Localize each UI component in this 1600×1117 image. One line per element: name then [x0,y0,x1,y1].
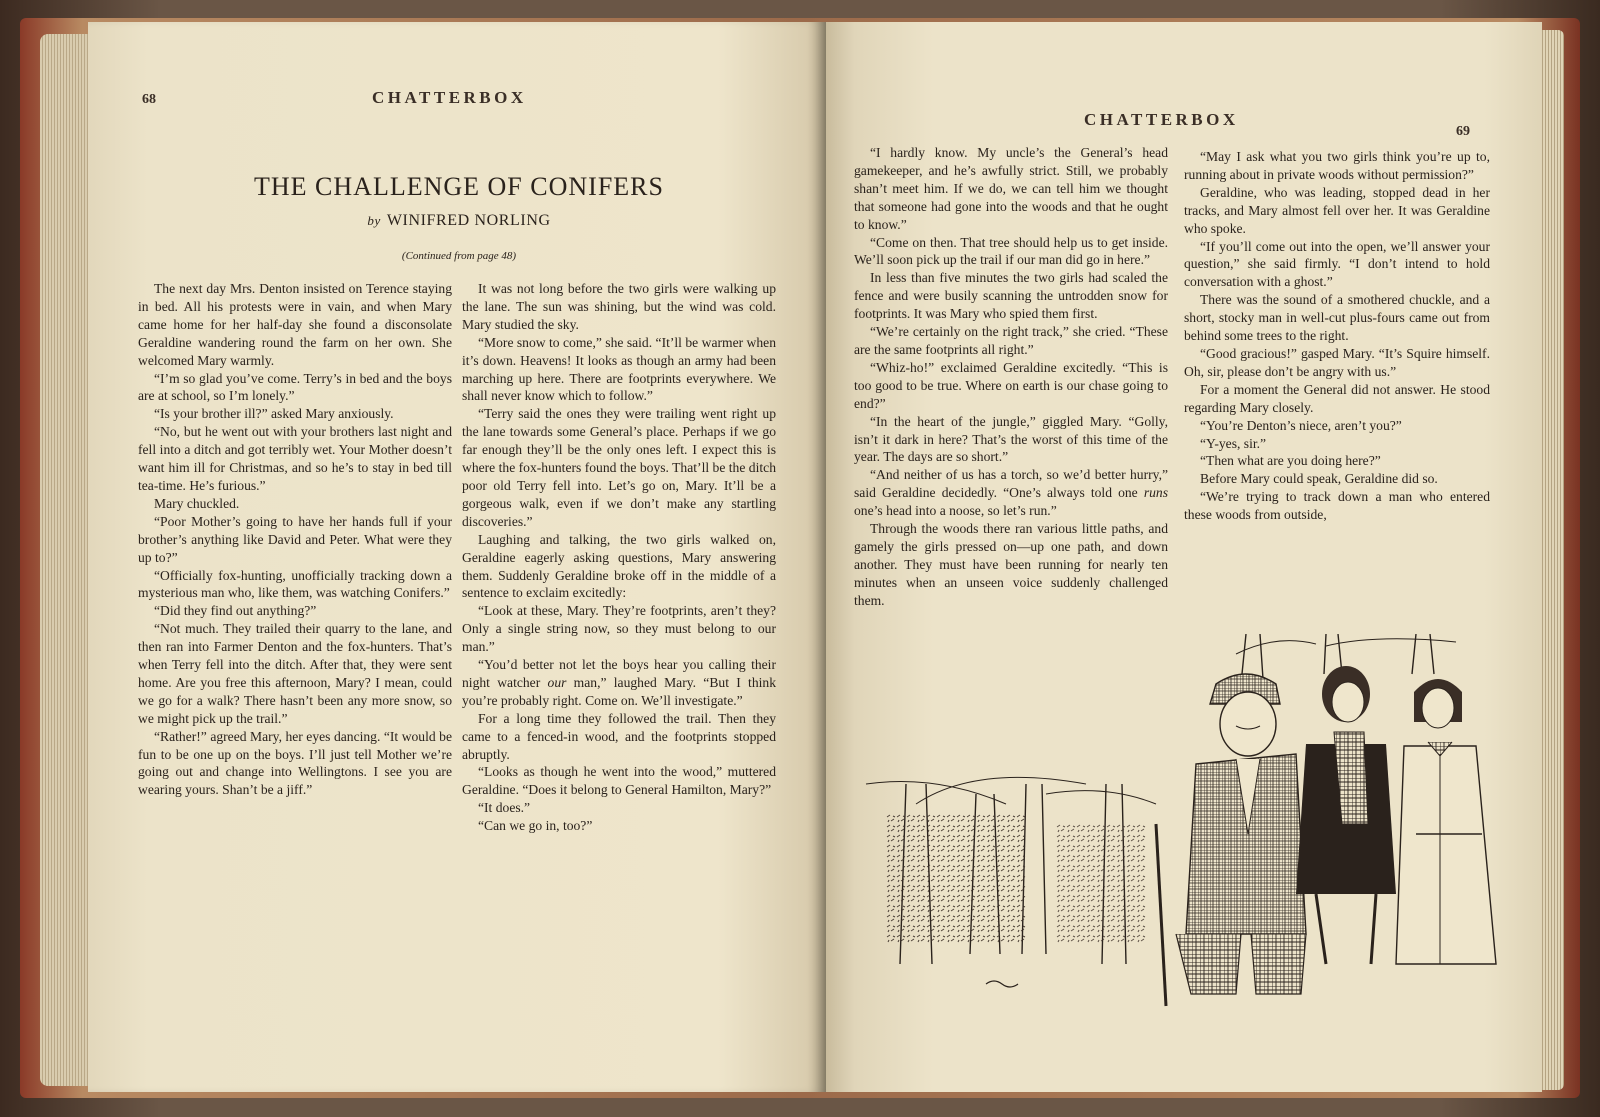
paragraph: It was not long before the two girls were walking up the lane. The sun was shining, but the wind was cold. Mary studied the sky. [462,281,776,332]
paragraph: “Come on then. That tree should help us to get inside. We’ll soon pick up the trail if our man did go in here.” [854,234,1168,268]
left-page-number: 68 [142,92,156,107]
continued-note: (Continued from page 48) [401,250,517,262]
right-page-edges [1540,30,1564,1090]
paragraph: “No, but he went out with your brothers last night and fell into a ditch and got terribly wet. Your Mother doesn’t want him ill for Christmas, and so he’s to stay in bed till tea-time. He’s furious.” [138,424,452,493]
paragraph: For a long time they followed the trail. Then they came to a fenced-in wood, and the footprints stopped abruptly. [462,710,776,762]
paragraph: Before Mary could speak, Geraldine did so. [1200,471,1438,487]
author-name: WINIFRED NORLING [386,212,551,229]
paragraph: “We’re trying to track down a man who entered these woods from outside, [1184,489,1490,523]
paragraph: “More snow to come,” she said. “It’ll be warmer when it’s down. Heavens! It looks as though an army had been marching up here. There are footprints everywhere. We shall never know which to follow.” [462,334,776,404]
gentleman-figure [1156,674,1306,1006]
paragraph: “Looks as though he went into the wood,” muttered Geraldine. “Does it belong to General Hamilton, Mary?” [462,764,776,798]
story-illustration [856,634,1506,1014]
paragraph: “Poor Mother’s going to have her hands full if your brother’s anything like David and Peter. What were they up to?” [138,513,452,565]
paragraph: “Then what are you doing here?” [1200,453,1381,469]
paragraph: There was the sound of a smothered chuckle, and a short, stocky man in well-cut plus-fours came out from behind some trees to the right. [1184,292,1490,344]
paragraph: Geraldine, who was leading, stopped dead in her tracks, and Mary almost fell over her. It was Geraldine who spoke. [1184,184,1490,236]
paragraph: “Look at these, Mary. They’re footprints, aren’t they? Only a single string now, so they must belong to our man.” [462,603,776,655]
paragraph: “Is your brother ill?” asked Mary anxiously. [154,406,394,422]
mary-figure [1296,666,1396,964]
right-column-1 [854,144,1168,610]
left-column-2 [462,280,776,835]
paragraph: For a moment the General did not answer. He stood regarding Mary closely. [1184,381,1490,415]
paragraph: “Rather!” agreed Mary, her eyes dancing. “It would be fun to be one up on the boys. I’ll just tell Mother we’re going out and change into Wellingtons. I see you are wearing yours. Shan’t be a jiff.” [138,728,452,798]
paragraph: “May I ask what you two girls think you’re up to, running about in private woods without permission?” [1184,149,1490,182]
paragraph: “Terry said the ones they were trailing went right up the lane towards some General’s place. Perhaps if we go far enough they’ll be the only ones left. I expect this is where the fox-hunters found the boys. That’ll be the ditch poor old Terry fell into. Let’s go on, Mary. It’ll be a gorgeous walk, even if we don’t make any startling discoveries.” [462,406,776,529]
paragraph: The next day Mrs. Denton insisted on Terence staying in bed. All his protests were in vain, and when Mary came home for her half-day she found a disconsolate Geraldine wandering round the farm on her own. She welcomed Mary warmly. [138,281,452,368]
right-page [826,22,1542,1092]
paragraph: “I hardly know. My uncle’s the General’s head gamekeeper, and he’s awfully strict. Still, we probably shan’t meet him. If we do, we can tell him we thought that someone had gone into the woods and that he ought to know.” [854,145,1168,232]
left-page-edges [40,34,90,1086]
left-running-head: CHATTERBOX [372,88,527,107]
paragraph: “Officially fox-hunting, unofficially tracking down a mysterious man who, like them, was watching Conifers.” [138,567,452,601]
story-title: THE CHALLENGE OF CONIFERS [254,172,664,201]
paragraph: “You’d better not let the boys hear you calling their night watcher our man,” laughed Mary. “But I think you’re probably right. Come on. We’ll investigate.” [462,657,776,708]
paragraph: “You’re Denton’s niece, aren’t you?” [1200,417,1402,433]
paragraph: “Did they find out anything?” [154,603,317,619]
paragraph: “I’m so glad you’ve come. Terry’s in bed and the boys are at school, so I’m lonely.” [138,370,452,404]
right-page-number: 69 [1456,124,1470,139]
right-column-2 [1184,148,1490,524]
paragraph: “We’re certainly on the right track,” she cried. “These are the same footprints all right.” [854,324,1168,357]
paragraph: “Can we go in, too?” [478,818,593,834]
paragraph: “Y-yes, sir.” [1200,435,1267,451]
paragraph: Through the woods there ran various little paths, and gamely the girls pressed on—up one path, and down another. They must have been running for nearly ten minutes when an unseen voice suddenly challenged them. [854,521,1168,608]
paragraph: “It does.” [478,800,531,816]
paragraph: Mary chuckled. [154,495,240,511]
left-column-1 [138,280,452,799]
paragraph: Laughing and talking, the two girls walked on, Geraldine eagerly asking questions, Mary answering them. Suddenly Geraldine broke off in the middle of a sentence to exclaim excitedly: [462,531,776,601]
right-running-head: CHATTERBOX [1084,110,1239,129]
paragraph: “Not much. They trailed their quarry to the lane, and then ran into Farmer Denton and the fox-hunters. That’s when Terry fell into the ditch. After that, they were sent home. Are you free this afternoon, Mary? I mean, could we go for a walk? There hasn’t been any more snow, so we might pick up the trail.” [138,621,452,726]
geraldine-figure [1396,679,1496,964]
paragraph: In less than five minutes the two girls had scaled the fence and were busily scanning the untrodden snow for footprints. It was Mary who spied them first. [854,270,1168,322]
paragraph: “In the heart of the jungle,” giggled Mary. “Golly, isn’t it dark in here? That’s the worst of this time of the year. The days are so short.” [854,413,1168,465]
paragraph: “Good gracious!” gasped Mary. “It’s Squire himself. Oh, sir, please don’t be angry with us.” [1184,345,1490,379]
paragraph: “Whiz-ho!” exclaimed Geraldine excitedly. “This is too good to be true. Where on earth is our chase going to end?” [854,359,1168,411]
paragraph: “And neither of us has a torch, so we’d better hurry,” said Geraldine decidedly. “One’s always told one runs one’s head into a noose, so let’s run.” [854,467,1168,519]
byline [88,212,830,230]
paragraph: “If you’ll come out into the open, we’ll answer your question,” she said firmly. “I don’t intend to hold conversation with a ghost.” [1184,238,1490,290]
byline-prefix: by [367,213,381,228]
left-page [88,22,830,1092]
